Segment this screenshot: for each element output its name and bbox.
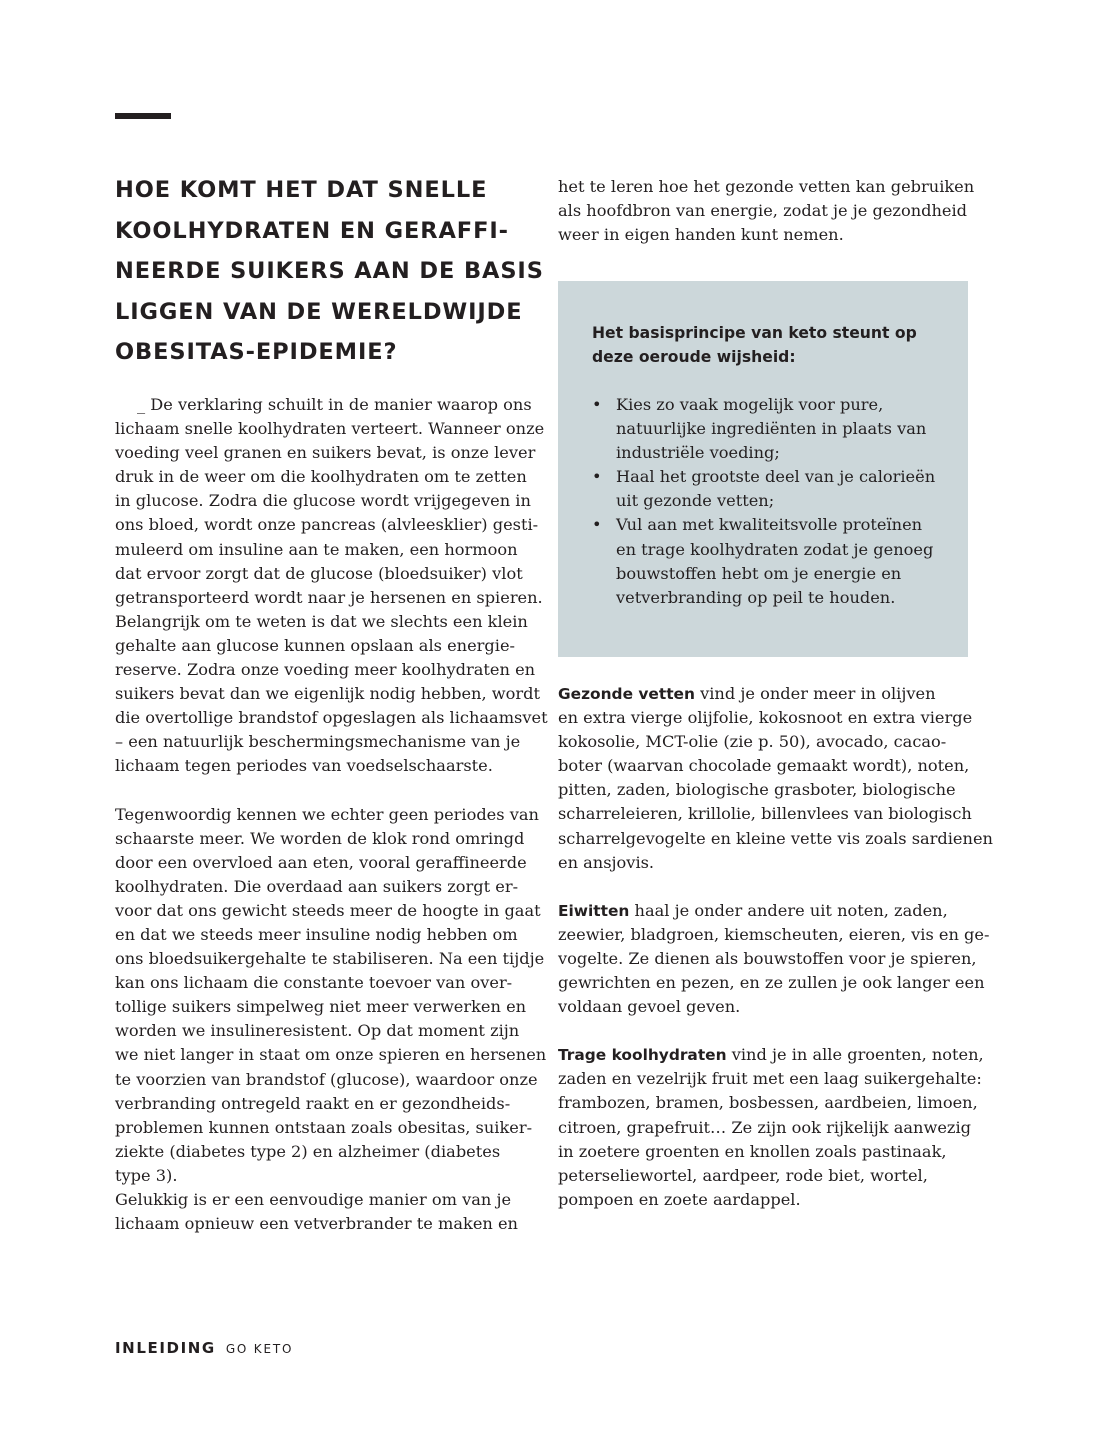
text-line: scharreleieren, krillolie, billenvlees van biologisch xyxy=(558,804,972,824)
text-line: industriële voeding; xyxy=(616,443,780,463)
text-line: lichaam snelle koolhydraten verteert. Wanneer onze xyxy=(115,419,545,439)
text-line: zeewier, bladgroen, kiemscheuten, eieren, vis en ge- xyxy=(558,924,990,944)
paragraph-gap xyxy=(558,875,988,899)
text-line: scharrelgevogelte en kleine vette vis zoals sardienen xyxy=(558,828,993,848)
text-line: worden we insulineresistent. Op dat moment zijn xyxy=(115,1021,520,1041)
text-line: die overtollige brandstof opgeslagen als lichaamsvet xyxy=(115,708,548,728)
paragraph-gap xyxy=(558,1019,988,1043)
text-line xyxy=(558,1043,988,1067)
bullet-icon: • xyxy=(592,515,602,535)
text-line: kokosolie, MCT-olie (zie p. 50), avocado, cacao- xyxy=(558,732,947,752)
text-line: ons bloedsuikergehalte te stabiliseren. Na een tijdje xyxy=(115,949,545,969)
callout-list-item xyxy=(592,393,935,465)
footer-section-title: INLEIDING xyxy=(115,1339,216,1357)
insulin-resistance-paragraph xyxy=(115,803,545,1237)
text-fragment: vind je onder meer in olijven xyxy=(694,684,936,703)
text-line: Haal het grootste deel van je calorieën xyxy=(616,467,936,487)
text-line: boter (waarvan chocolade gemaakt wordt), noten, xyxy=(558,756,970,776)
text-line: suikers bevat dan we eigenlijk nodig hebben, wordt xyxy=(115,684,540,704)
text-line: als hoofdbron van energie, zodat je je gezondheid xyxy=(558,201,968,221)
text-line: voeding veel granen en suikers bevat, is onze lever xyxy=(115,443,536,463)
text-line: uit gezonde vetten; xyxy=(616,491,775,511)
callout-title xyxy=(592,321,917,369)
text-line: pompoen en zoete aardappel. xyxy=(558,1189,801,1209)
text-fragment: haal je onder andere uit noten, zaden, xyxy=(629,900,948,920)
text-line: Gelukkig is er een eenvoudige manier om van je xyxy=(115,1190,512,1209)
text-line: het te leren hoe het gezonde vetten kan gebruiken xyxy=(558,177,975,196)
text-line: in glucose. Zodra die glucose wordt vrijgegeven in xyxy=(115,491,531,511)
text-line: citroen, grapefruit… Ze zijn ook rijkelijk aanwezig xyxy=(558,1117,971,1137)
text-line: druk in de weer om die koolhydraten om te zetten xyxy=(115,467,527,487)
text-line: we niet langer in staat om onze spieren en hersenen xyxy=(115,1045,547,1065)
proteins-lead: Eiwitten xyxy=(558,901,630,920)
text-line: bouwstoffen hebt om je energie en xyxy=(616,563,902,583)
keto-principle-callout xyxy=(558,281,968,657)
page-footer xyxy=(115,1338,293,1359)
text-line: type 3). xyxy=(115,1165,178,1185)
text-line: en dat we steeds meer insuline nodig hebben om xyxy=(115,924,518,944)
paragraph-gap xyxy=(115,779,545,803)
text-line: gehalte aan glucose kunnen opslaan als energie- xyxy=(115,635,516,655)
text-line: vogelte. Ze dienen als bouwstoffen voor je spieren, xyxy=(558,948,977,968)
top-rule-decoration xyxy=(115,113,171,119)
left-column xyxy=(115,393,548,1236)
text-line: kan ons lichaam die constante toevoer van over- xyxy=(115,973,513,993)
slow-carbs-paragraph xyxy=(558,1043,988,1212)
text-line: ons bloed, wordt onze pancreas (alvleesklier) gesti- xyxy=(115,515,539,535)
callout-title-line: deze oeroude wijsheid: xyxy=(592,348,796,366)
text-line: koolhydraten. Die overdaad aan suikers zorgt er- xyxy=(115,876,519,896)
right-column-intro xyxy=(558,175,988,247)
text-line: en trage koolhydraten zodat je genoeg xyxy=(616,539,934,559)
explanation-paragraph xyxy=(115,393,548,779)
proteins-paragraph xyxy=(558,899,988,1019)
healthy-fats-lead: Gezonde vetten xyxy=(558,685,695,703)
text-line: zaden en vezelrijk fruit met een laag suikergehalte: xyxy=(558,1069,982,1089)
text-line: vetverbranding op peil te houden. xyxy=(616,587,896,607)
text-line: ziekte (diabetes type 2) en alzheimer (diabetes xyxy=(115,1141,501,1161)
text-line: verbranding ontregeld raakt en er gezondheids- xyxy=(115,1093,511,1113)
text-line: te voorzien van brandstof (glucose), waardoor onze xyxy=(115,1069,538,1089)
text-line xyxy=(558,682,988,706)
section-heading xyxy=(115,170,544,373)
text-line: in zoetere groenten en knollen zoals pastinaak, xyxy=(558,1141,947,1161)
heading-line: NEERDE SUIKERS AAN DE BASIS xyxy=(115,258,544,284)
text-line: – een natuurlijk beschermingsmechanisme van je xyxy=(115,732,521,752)
bullet-icon: • xyxy=(592,467,602,487)
heading-line: HOE KOMT HET DAT SNELLE xyxy=(115,177,488,203)
text-line: natuurlijke ingrediënten in plaats van xyxy=(616,419,927,439)
text-line: problemen kunnen ontstaan zoals obesitas, suiker- xyxy=(115,1117,533,1137)
text-line: muleerd om insuline aan te maken, een hormoon xyxy=(115,539,518,559)
text-line: frambozen, bramen, bosbessen, aardbeien, limoen, xyxy=(558,1093,978,1113)
text-line: door een overvloed aan eten, vooral geraffineerde xyxy=(115,852,527,872)
intro-paragraph xyxy=(558,175,988,247)
heading-line: KOOLHYDRATEN EN GERAFFI- xyxy=(115,217,509,244)
text-line: schaarste meer. We worden de klok rond omringd xyxy=(115,828,525,848)
healthy-fats-paragraph xyxy=(558,682,993,875)
callout-title-line: Het basisprincipe van keto steunt op xyxy=(592,324,917,342)
heading-line: OBESITAS-EPIDEMIE? xyxy=(115,339,398,365)
text-line: lichaam tegen periodes van voedselschaarste. xyxy=(115,756,493,776)
text-line: voldaan gevoel geven. xyxy=(558,997,741,1017)
text-fragment: vind je in alle groenten, noten, xyxy=(726,1045,984,1065)
text-line: lichaam opnieuw een vetverbrander te maken en xyxy=(115,1214,518,1234)
text-line: pitten, zaden, biologische grasboter, biologische xyxy=(558,780,956,800)
text-line: voor dat ons gewicht steeds meer de hoogte in gaat xyxy=(115,900,541,920)
callout-list xyxy=(592,393,935,610)
text-line: getransporteerd wordt naar je hersenen en spieren. xyxy=(115,587,543,607)
callout-list-item xyxy=(592,465,935,513)
slow-carbs-lead: Trage koolhydraten xyxy=(558,1046,727,1065)
text-line: Kies zo vaak mogelijk voor pure, xyxy=(616,395,884,414)
text-line: gewrichten en pezen, en ze zullen je ook langer een xyxy=(558,973,985,993)
text-line: en ansjovis. xyxy=(558,852,655,872)
bullet-icon: • xyxy=(592,395,602,414)
text-line: Belangrijk om te weten is dat we slechts een klein xyxy=(115,611,528,631)
text-line: Tegenwoordig kennen we echter geen periodes van xyxy=(115,804,539,824)
text-line: Vul aan met kwaliteitsvolle proteïnen xyxy=(616,515,923,535)
text-line: _ De verklaring schuilt in de manier waarop ons xyxy=(137,395,532,414)
text-line xyxy=(558,899,988,923)
text-line: peterseliewortel, aardpeer, rode biet, wortel, xyxy=(558,1165,928,1185)
text-line: reserve. Zodra onze voeding meer koolhydraten en xyxy=(115,660,536,680)
text-line: en extra vierge olijfolie, kokosnoot en extra vierge xyxy=(558,708,973,728)
right-column-body xyxy=(558,682,993,1212)
heading-line: LIGGEN VAN DE WERELDWIJDE xyxy=(115,298,523,325)
text-line: tollige suikers simpelweg niet meer verwerken en xyxy=(115,997,527,1017)
text-line: dat ervoor zorgt dat de glucose (bloedsuiker) vlot xyxy=(115,563,523,583)
footer-book-title: GO KETO xyxy=(225,1342,294,1356)
text-line: weer in eigen handen kunt nemen. xyxy=(558,225,844,245)
callout-list-item xyxy=(592,513,935,609)
